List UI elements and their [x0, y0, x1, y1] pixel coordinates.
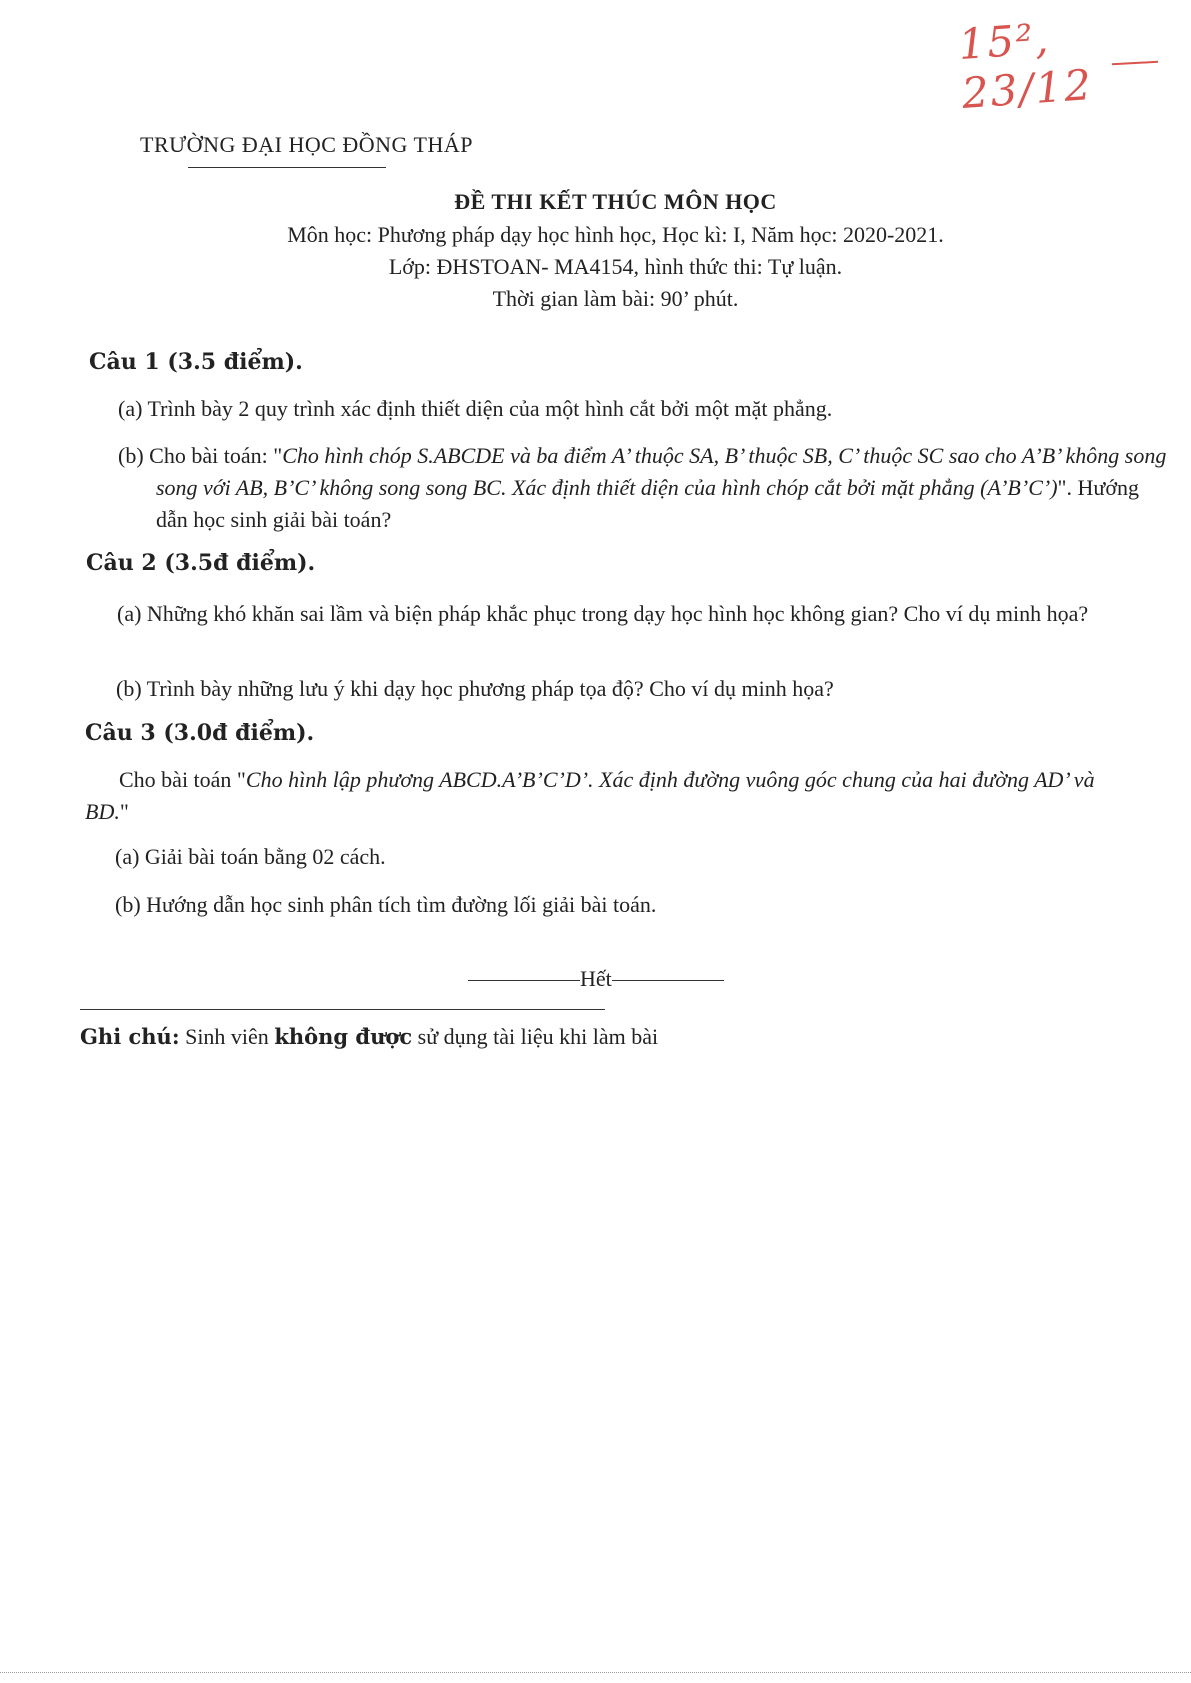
- question-2-part-a: [117, 598, 1177, 630]
- question-2-heading: Câu 2 (3.5đ điểm).: [86, 550, 316, 576]
- handwritten-grade-note: 15², 23/12: [956, 13, 1095, 118]
- school-name: TRƯỜNG ĐẠI HỌC ĐỒNG THÁP: [140, 132, 473, 157]
- note-part2: sử dụng tài liệu khi làm bài: [417, 1024, 659, 1049]
- school-underline: [188, 167, 386, 168]
- end-dash-left: [468, 980, 580, 981]
- question-2-part-a-text: (a) Những khó khăn sai lầm và biện pháp khắc phục trong dạy học hình học không gian? Cho ví dụ minh họa?: [117, 601, 1089, 626]
- question-1-part-b-problem: Cho hình chóp S.ABCDE và ba điểm A’ thuộc SA, B’ thuộc SB, C’ thuộc SC sao cho A’B’ không song song với AB, B’C’ không song song BC. Xác định thiết diện của hình chóp cắt bởi mặt phẳng (A’B’C’): [156, 443, 1167, 500]
- question-3-intro-suffix: ": [119, 799, 129, 824]
- question-1-part-b: [118, 440, 1176, 536]
- course-info: Môn học: Phương pháp dạy học hình học, Học kì: I, Năm học: 2020-2021.: [287, 222, 944, 247]
- question-3-part-b: (b) Hướng dẫn học sinh phân tích tìm đường lối giải bài toán.: [115, 892, 657, 917]
- time-info: Thời gian làm bài: 90’ phút.: [492, 286, 739, 311]
- footnote: [80, 1024, 658, 1050]
- footnote-rule: [80, 1009, 605, 1010]
- question-2-part-b: (b) Trình bày những lưu ý khi dạy học phương pháp tọa độ? Cho ví dụ minh họa?: [116, 676, 834, 701]
- question-3-part-a: (a) Giải bài toán bằng 02 cách.: [115, 844, 386, 869]
- note-label: Ghi chú:: [80, 1024, 180, 1049]
- question-3-intro: [85, 764, 1137, 828]
- exam-title: ĐỀ THI KẾT THÚC MÔN HỌC: [454, 189, 777, 214]
- class-info: Lớp: ĐHSTOAN- MA4154, hình thức thi: Tự luận.: [388, 254, 843, 279]
- question-3-intro-prefix: Cho bài toán ": [119, 767, 246, 792]
- end-mark-text: Hết: [580, 966, 612, 991]
- end-dash-right: [612, 980, 724, 981]
- note-emphasis: không được: [274, 1024, 413, 1049]
- page-bottom-edge: [0, 1672, 1191, 1673]
- end-mark: [468, 966, 724, 992]
- question-3-intro-problem: Cho hình lập phương ABCD.A’B’C’D’. Xác định đường vuông góc chung của hai đường AD’ và BD.: [85, 767, 1095, 824]
- question-1-part-b-prefix: (b) Cho bài toán: ": [118, 443, 283, 468]
- question-1-heading: Câu 1 (3.5 điểm).: [89, 349, 303, 375]
- note-part1: Sinh viên: [185, 1024, 269, 1049]
- question-1-part-b-suffix: ". Hướng dẫn học sinh giải bài toán?: [156, 475, 1139, 532]
- question-1-part-a: (a) Trình bày 2 quy trình xác định thiết diện của một hình cắt bởi một mặt phẳng.: [118, 396, 833, 421]
- question-3-heading: Câu 3 (3.0đ điểm).: [85, 720, 315, 746]
